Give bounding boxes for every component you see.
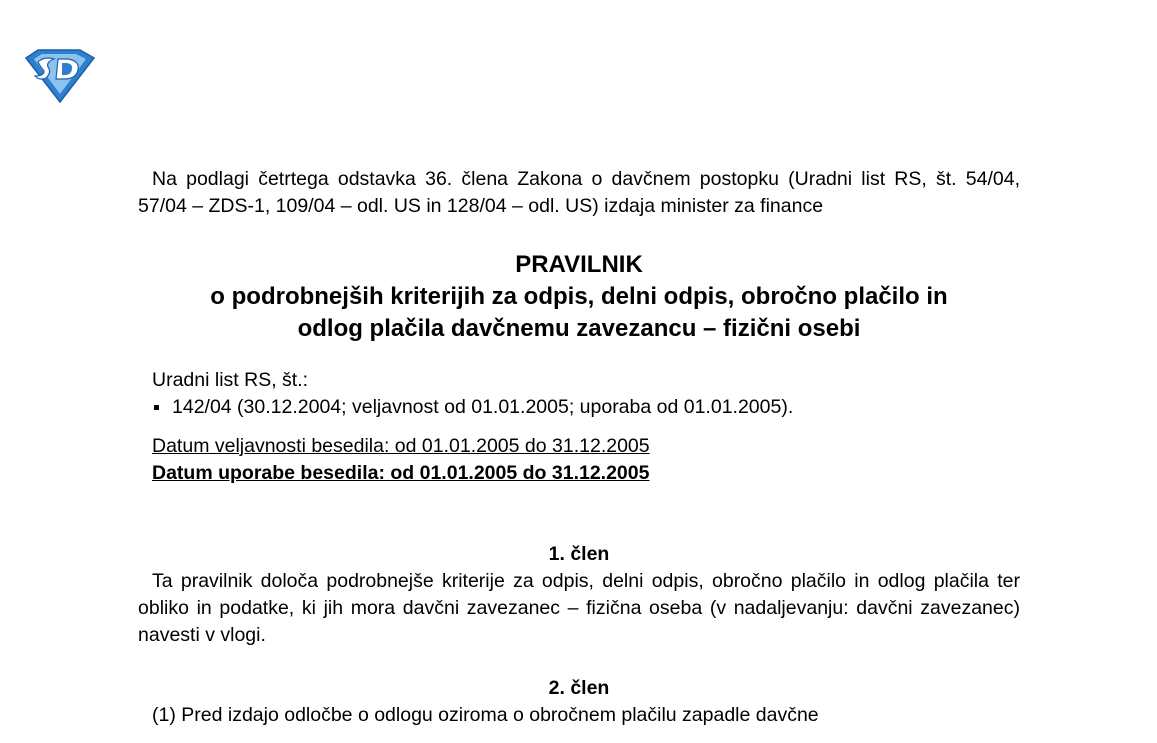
article-2-heading: 2. člen	[548, 677, 610, 699]
article-1-heading: 1. člen	[548, 543, 610, 565]
gazette-reference	[138, 367, 1020, 421]
title-line-2: o podrobnejših kriterijih za odpis, delni odpis, obročno plačilo in	[210, 283, 948, 310]
intro-paragraph: Na podlagi četrtega odstavka 36. člena Zakona o davčnem postopku (Uradni list RS, št. 54/04, 57/04 – ZDS-1, 109/04 – odl. US in 128/04 – odl. US) izdaja minister za finance	[138, 168, 1020, 217]
usage-date: Datum uporabe besedila: od 01.01.2005 do 31.12.2005	[152, 462, 650, 484]
sd-shield-logo-icon	[22, 48, 96, 104]
gazette-entry-text: 142/04 (30.12.2004; veljavnost od 01.01.2005; uporaba od 01.01.2005).	[172, 396, 794, 418]
title-line-3: odlog plačila davčnemu zavezancu – fizični osebi	[297, 315, 861, 342]
validity-date: Datum veljavnosti besedila: od 01.01.2005 do 31.12.2005	[152, 435, 650, 457]
gazette-label: Uradni list RS, št.:	[152, 369, 309, 391]
article-2-text: (1) Pred izdajo odločbe o odlogu oziroma o obročnem plačilu zapadle davčne	[152, 704, 819, 726]
text-dates	[138, 433, 1020, 487]
square-bullet-icon	[154, 405, 159, 410]
document-title	[138, 249, 1020, 345]
gazette-entry	[152, 394, 1020, 421]
title-line-1: PRAVILNIK	[515, 251, 643, 278]
document-page	[138, 166, 1020, 729]
gazette-list	[152, 394, 1020, 421]
article-1-text: Ta pravilnik določa podrobnejše kriterije za odpis, delni odpis, obročno plačilo in odlog plačila ter obliko in podatke, ki jih mora davčni zavezanec – fizična oseba (v nadaljevanju: davčni zavezanec) navesti v vlogi.	[138, 570, 1020, 646]
